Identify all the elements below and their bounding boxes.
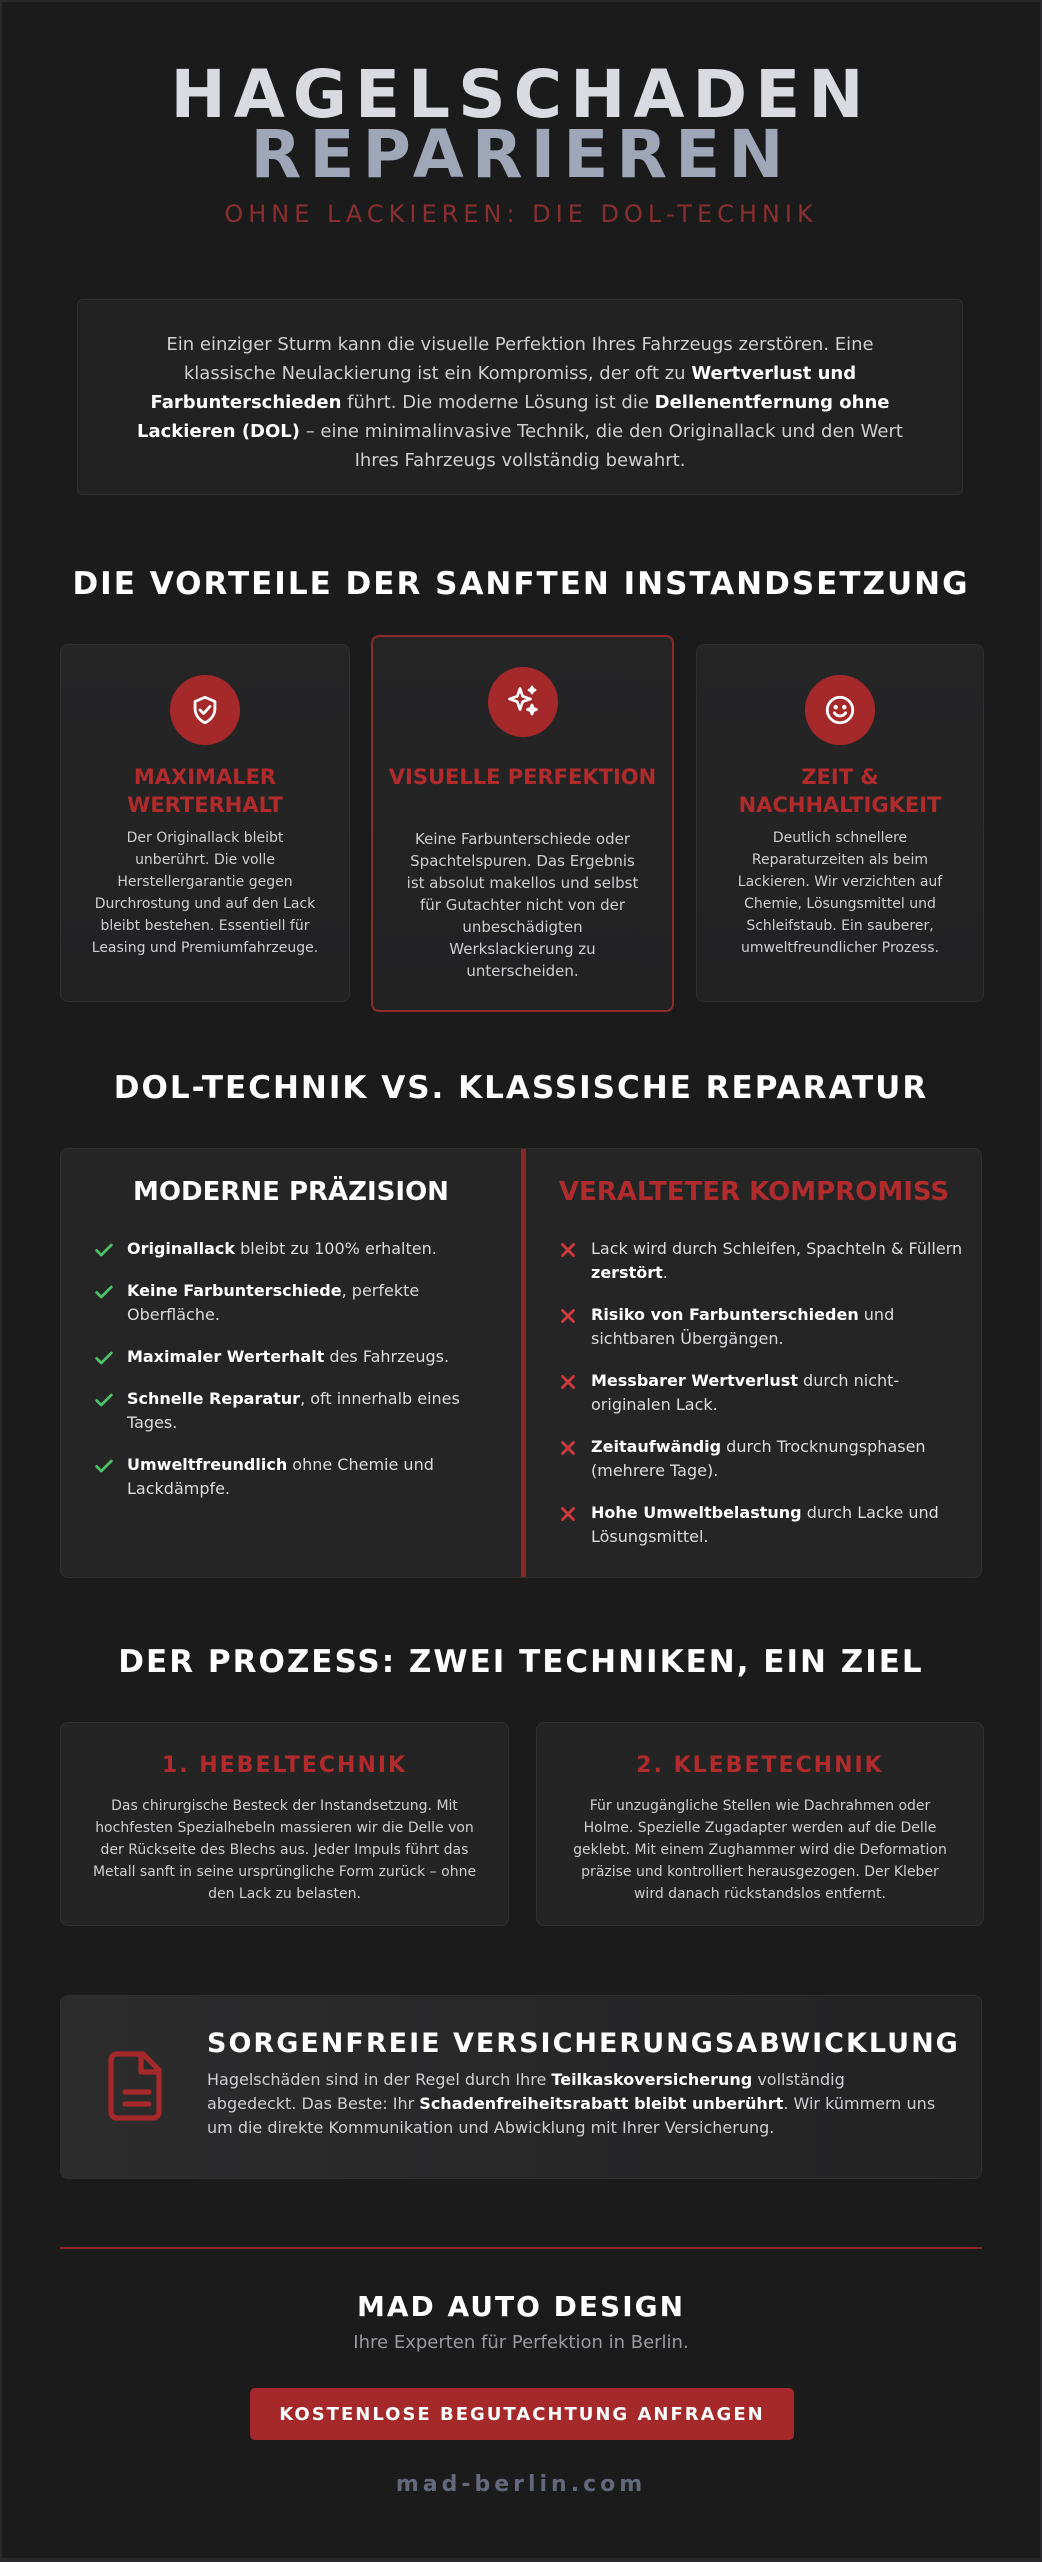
modern-row: Umweltfreundlich ohne Chemie und Lackdämpfe. [127, 1455, 434, 1498]
process-card-lever [60, 1722, 509, 1926]
cross-icon [557, 1437, 579, 1459]
intro-bold: Dellenentfernung ohne Lackieren (DOL) [137, 392, 890, 442]
benefit-title: ZEIT & NACHHALTIGKEIT [738, 765, 942, 817]
hero-title-line2: REPARIEREN [250, 116, 792, 193]
intro-text: – eine minimalinvasive Technik, die den Originallack und den Wert Ihres Fahrzeugs vollständig bewahrt. [299, 421, 903, 471]
intro-bold: Wertverlust und Farbunterschieden [150, 363, 857, 413]
hero-title-line1: HAGELSCHADEN [170, 56, 872, 133]
classic-row: Lack wird durch Schleifen, Spachteln & Füllern zerstört. [591, 1239, 963, 1282]
cross-icon [557, 1503, 579, 1525]
request-appraisal-button[interactable]: KOSTENLOSE BEGUTACHTUNG ANFRAGEN [250, 2388, 794, 2440]
benefit-text: Deutlich schnellere Reparaturzeiten als beim Lackieren. Wir verzichten auf Chemie, Lösungsmittel und Schleifstaub. Ein sauberer, umweltfreundlicher Prozess. [737, 830, 943, 956]
classic-row: Risiko von Farbunterschieden und sichtbaren Übergängen. [591, 1305, 895, 1348]
insurance-box [60, 1995, 982, 2179]
benefit-text: Keine Farbunterschiede oder Spachtelspuren. Das Ergebnis ist absolut makellos und selbst für Gutachter nicht von der unbeschädigten Werkslackierung zu unterscheiden. [406, 830, 639, 980]
intro-box [77, 299, 963, 495]
check-icon [93, 1239, 115, 1261]
modern-row: Maximaler Werterhalt des Fahrzeugs. [127, 1347, 450, 1366]
classic-column-title: VERALTETER KOMPROMISS [558, 1177, 950, 1207]
hero-subtitle: OHNE LACKIEREN: DIE DOL-TECHNIK [224, 200, 818, 228]
comparison-divider [521, 1149, 526, 1577]
smiley-icon [805, 675, 875, 745]
check-icon [93, 1281, 115, 1303]
website-link[interactable]: mad-berlin.com [395, 2472, 647, 2497]
benefit-card-time [696, 644, 984, 1002]
process-title: 1. HEBELTECHNIK [161, 1753, 408, 1778]
benefit-text: Der Originallack bleibt unberührt. Die volle Herstellergarantie gegen Durchrostung und auf den Lack bleibt bestehen. Essentiell für Leasing und Premiumfahrzeuge. [91, 830, 319, 956]
process-card-glue [536, 1722, 984, 1926]
process-heading: DER PROZESS: ZWEI TECHNIKEN, EIN ZIEL [118, 1644, 924, 1680]
check-icon [93, 1347, 115, 1369]
classic-row: Zeitaufwändig durch Trocknungsphasen (mehrere Tage). [591, 1437, 926, 1480]
check-icon [93, 1455, 115, 1477]
modern-row: Keine Farbunterschiede, perfekte Oberfläche. [127, 1281, 420, 1324]
brand-tagline: Ihre Experten für Perfektion in Berlin. [353, 2332, 689, 2353]
cross-icon [557, 1305, 579, 1327]
process-text: Das chirurgische Besteck der Instandsetzung. Mit hochfesten Spezialhebeln massieren wir die Delle von der Rückseite des Blechs aus. Jeder Impuls führt das Metall sanft in seine ursprüngliche Form zurück – ohne den Lack zu belasten. [92, 1798, 477, 1902]
sparkles-icon [488, 667, 558, 737]
insurance-title: SORGENFREIE VERSICHERUNGSABWICKLUNG [207, 2028, 960, 2059]
page [2, 2, 1040, 2558]
classic-row: Hohe Umweltbelastung durch Lacke und Lösungsmittel. [591, 1503, 939, 1546]
document-icon [105, 2048, 169, 2124]
classic-row: Messbarer Wertverlust durch nicht-originalen Lack. [591, 1371, 900, 1414]
check-icon [93, 1389, 115, 1411]
process-text: Für unzugängliche Stellen wie Dachrahmen oder Holme. Spezielle Zugadapter werden auf die Delle geklebt. Mit einem Zughammer wird die Deformation präzise und kontrolliert herausgezogen. Der Kleber wird danach rückstandslos entfernt. [573, 1798, 947, 1902]
modern-row: Schnelle Reparatur, oft innerhalb eines Tages. [127, 1389, 460, 1432]
process-title: 2. KLEBETECHNIK [636, 1753, 884, 1778]
benefit-title: MAXIMALER WERTERHALT [127, 765, 283, 817]
comparison-heading: DOL-TECHNIK VS. KLASSISCHE REPARATUR [113, 1070, 929, 1106]
modern-column-title: MODERNE PRÄZISION [133, 1177, 449, 1207]
shield-check-icon [170, 675, 240, 745]
benefit-title: VISUELLE PERFEKTION [388, 765, 657, 789]
insurance-text: Hagelschäden sind in der Regel durch Ihre Teilkaskoversicherung vollständig abgedeckt. Das Beste: Ihr Schadenfreiheitsrabatt bleibt unberührt. Wir kümmern uns um die direkte Kommunikation und Abwicklung mit Ihrer Versicherung. [207, 2070, 936, 2137]
modern-row: Originallack bleibt zu 100% erhalten. [127, 1239, 437, 1258]
benefit-card-perfection [371, 635, 674, 1012]
cross-icon [557, 1371, 579, 1393]
benefits-heading: DIE VORTEILE DER SANFTEN INSTANDSETZUNG [72, 566, 970, 602]
intro-text: Ein einziger Sturm kann die visuelle Perfektion Ihres Fahrzeugs zerstören. Eine klassische Neulackierung ist ein Kompromiss, der oft zu [166, 334, 874, 384]
footer-divider [60, 2247, 982, 2249]
benefit-card-value [60, 644, 350, 1002]
intro-text: führt. Die moderne Lösung ist die [341, 392, 655, 413]
cross-icon [557, 1239, 579, 1261]
comparison-panel [60, 1148, 982, 1578]
brand-name: MAD AUTO DESIGN [356, 2290, 686, 2323]
